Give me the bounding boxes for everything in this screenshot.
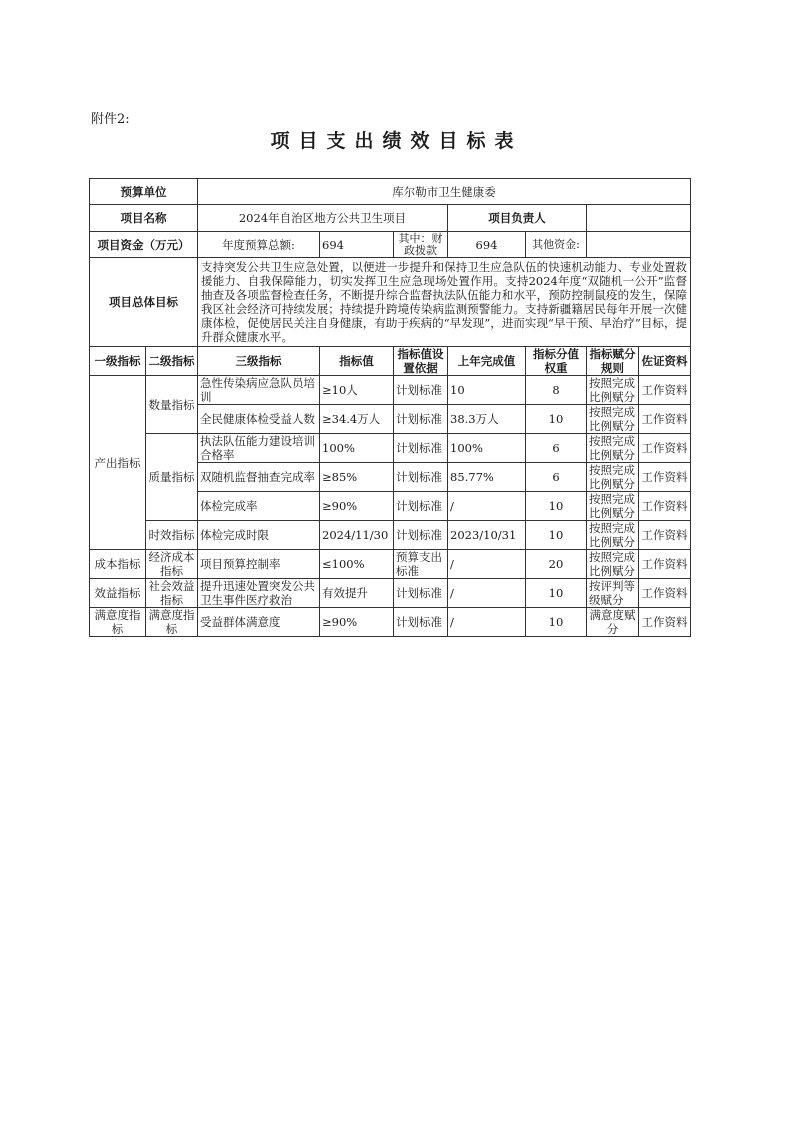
table-row xyxy=(90,608,691,637)
performance-table xyxy=(89,178,691,637)
evidence-cell: 工作资料 xyxy=(639,550,691,579)
level3-cell: 全民健康体检受益人数 xyxy=(198,405,320,434)
level3-cell: 急性传染病应急队员培训 xyxy=(198,376,320,405)
budget-unit-value: 库尔勒市卫生健康委 xyxy=(198,179,691,205)
evidence-cell: 工作资料 xyxy=(639,405,691,434)
value-cell: 2024/11/30 xyxy=(320,521,394,550)
rule-cell: 满意度赋分 xyxy=(587,608,639,637)
level3-cell: 体检完成时限 xyxy=(198,521,320,550)
table-row xyxy=(90,579,691,608)
level2-timeliness: 时效指标 xyxy=(146,521,198,550)
basis-cell: 计划标准 xyxy=(394,608,448,637)
basis-cell: 计划标准 xyxy=(394,405,448,434)
rule-cell: 按照完成比例赋分 xyxy=(587,492,639,521)
value-cell: ≥10人 xyxy=(320,376,394,405)
prev-cell: 2023/10/31 xyxy=(448,521,526,550)
budget-unit-row xyxy=(90,179,691,205)
annual-budget-value: 694 xyxy=(320,232,394,258)
basis-cell: 计划标准 xyxy=(394,521,448,550)
table-row xyxy=(90,550,691,579)
header-basis: 指标值设置依据 xyxy=(394,347,448,376)
header-rule: 指标赋分规则 xyxy=(587,347,639,376)
attachment-label: 附件2: xyxy=(91,112,130,127)
project-owner-value xyxy=(587,205,691,232)
basis-cell: 计划标准 xyxy=(394,434,448,463)
basis-cell: 计划标准 xyxy=(394,463,448,492)
rule-cell: 按照完成比例赋分 xyxy=(587,405,639,434)
prev-cell: / xyxy=(448,608,526,637)
level1-benefit: 效益指标 xyxy=(90,579,146,608)
header-value: 指标值 xyxy=(320,347,394,376)
level3-cell: 受益群体满意度 xyxy=(198,608,320,637)
level2-satisfaction: 满意度指标 xyxy=(146,608,198,637)
budget-unit-label: 预算单位 xyxy=(90,179,198,205)
level2-social-benefit: 社会效益指标 xyxy=(146,579,198,608)
basis-cell: 计划标准 xyxy=(394,492,448,521)
rule-cell: 按照完成比例赋分 xyxy=(587,463,639,492)
fiscal-funds-value: 694 xyxy=(448,232,526,258)
evidence-cell: 工作资料 xyxy=(639,492,691,521)
page-title: 项目支出绩效目标表 xyxy=(270,130,523,152)
other-funds-value xyxy=(587,232,691,258)
table-row xyxy=(90,376,691,405)
weight-cell: 10 xyxy=(526,405,587,434)
level2-quality: 质量指标 xyxy=(146,434,198,521)
level1-satisfaction: 满意度指标 xyxy=(90,608,146,637)
project-owner-label: 项目负责人 xyxy=(448,205,587,232)
rule-cell: 按照完成比例赋分 xyxy=(587,376,639,405)
weight-cell: 10 xyxy=(526,492,587,521)
header-evidence: 佐证资料 xyxy=(639,347,691,376)
weight-cell: 10 xyxy=(526,608,587,637)
level3-cell: 双随机监督抽查完成率 xyxy=(198,463,320,492)
evidence-cell: 工作资料 xyxy=(639,579,691,608)
weight-cell: 6 xyxy=(526,463,587,492)
project-name-row xyxy=(90,205,691,232)
prev-cell: 38.3万人 xyxy=(448,405,526,434)
project-name-label: 项目名称 xyxy=(90,205,198,232)
value-cell: ≥90% xyxy=(320,608,394,637)
level1-output: 产出指标 xyxy=(90,376,146,550)
evidence-cell: 工作资料 xyxy=(639,463,691,492)
weight-cell: 20 xyxy=(526,550,587,579)
weight-cell: 6 xyxy=(526,434,587,463)
level3-cell: 体检完成率 xyxy=(198,492,320,521)
header-level2: 二级指标 xyxy=(146,347,198,376)
basis-cell: 计划标准 xyxy=(394,579,448,608)
level2-economic-cost: 经济成本指标 xyxy=(146,550,198,579)
basis-cell: 预算支出标准 xyxy=(394,550,448,579)
header-row xyxy=(90,347,691,376)
header-level3: 三级指标 xyxy=(198,347,320,376)
prev-cell: 10 xyxy=(448,376,526,405)
level3-cell: 提升迅速处置突发公共卫生事件医疗救治 xyxy=(198,579,320,608)
table-row xyxy=(90,521,691,550)
overall-goal-text: 支持突发公共卫生应急处置，以便进一步提升和保持卫生应急队伍的快速机动能力、专业处置救援能力、自我保障能力，切实发挥卫生应急现场处置作用。支持2024年度“双随机一公开”监督抽查及各项监督检查任务，不断提升综合监督执法队伍能力和水平，预防控制鼠疫的发生，保障我区社会经济可持续发展；持续提升跨境传染病监测预警能力。支持新疆籍居民每年开展一次健康体检，促使居民关注自身健康，有助于疾病的“早发现”，进而实现“早干预、早治疗”目标，提升群众健康水平。 xyxy=(198,258,691,347)
value-cell: ≥85% xyxy=(320,463,394,492)
evidence-cell: 工作资料 xyxy=(639,521,691,550)
evidence-cell: 工作资料 xyxy=(639,434,691,463)
value-cell: ≥34.4万人 xyxy=(320,405,394,434)
prev-cell: / xyxy=(448,579,526,608)
weight-cell: 10 xyxy=(526,521,587,550)
project-name-value: 2024年自治区地方公共卫生项目 xyxy=(198,205,448,232)
header-level1: 一级指标 xyxy=(90,347,146,376)
prev-cell: 100% xyxy=(448,434,526,463)
funds-label: 项目资金（万元） xyxy=(90,232,198,258)
rule-cell: 按照完成比例赋分 xyxy=(587,521,639,550)
weight-cell: 8 xyxy=(526,376,587,405)
header-prev: 上年完成值 xyxy=(448,347,526,376)
other-funds-label: 其他资金: xyxy=(526,232,587,258)
level3-cell: 项目预算控制率 xyxy=(198,550,320,579)
annual-budget-label: 年度预算总额: xyxy=(198,232,320,258)
basis-cell: 计划标准 xyxy=(394,376,448,405)
funds-row xyxy=(90,232,691,258)
level2-quantity: 数量指标 xyxy=(146,376,198,434)
rule-cell: 按评判等级赋分 xyxy=(587,579,639,608)
value-cell: ≥90% xyxy=(320,492,394,521)
level1-cost: 成本指标 xyxy=(90,550,146,579)
prev-cell: / xyxy=(448,492,526,521)
header-weight: 指标分值权重 xyxy=(526,347,587,376)
weight-cell: 10 xyxy=(526,579,587,608)
level3-cell: 执法队伍能力建设培训合格率 xyxy=(198,434,320,463)
value-cell: 100% xyxy=(320,434,394,463)
rule-cell: 按照完成比例赋分 xyxy=(587,550,639,579)
evidence-cell: 工作资料 xyxy=(639,376,691,405)
overall-goal-row xyxy=(90,258,691,347)
rule-cell: 按照完成比例赋分 xyxy=(587,434,639,463)
value-cell: 有效提升 xyxy=(320,579,394,608)
table-row xyxy=(90,434,691,463)
value-cell: ≤100% xyxy=(320,550,394,579)
prev-cell: 85.77% xyxy=(448,463,526,492)
prev-cell: / xyxy=(448,550,526,579)
fiscal-funds-label: 其中：财政拨款 xyxy=(394,232,448,258)
overall-goal-label: 项目总体目标 xyxy=(90,258,198,347)
evidence-cell: 工作资料 xyxy=(639,608,691,637)
